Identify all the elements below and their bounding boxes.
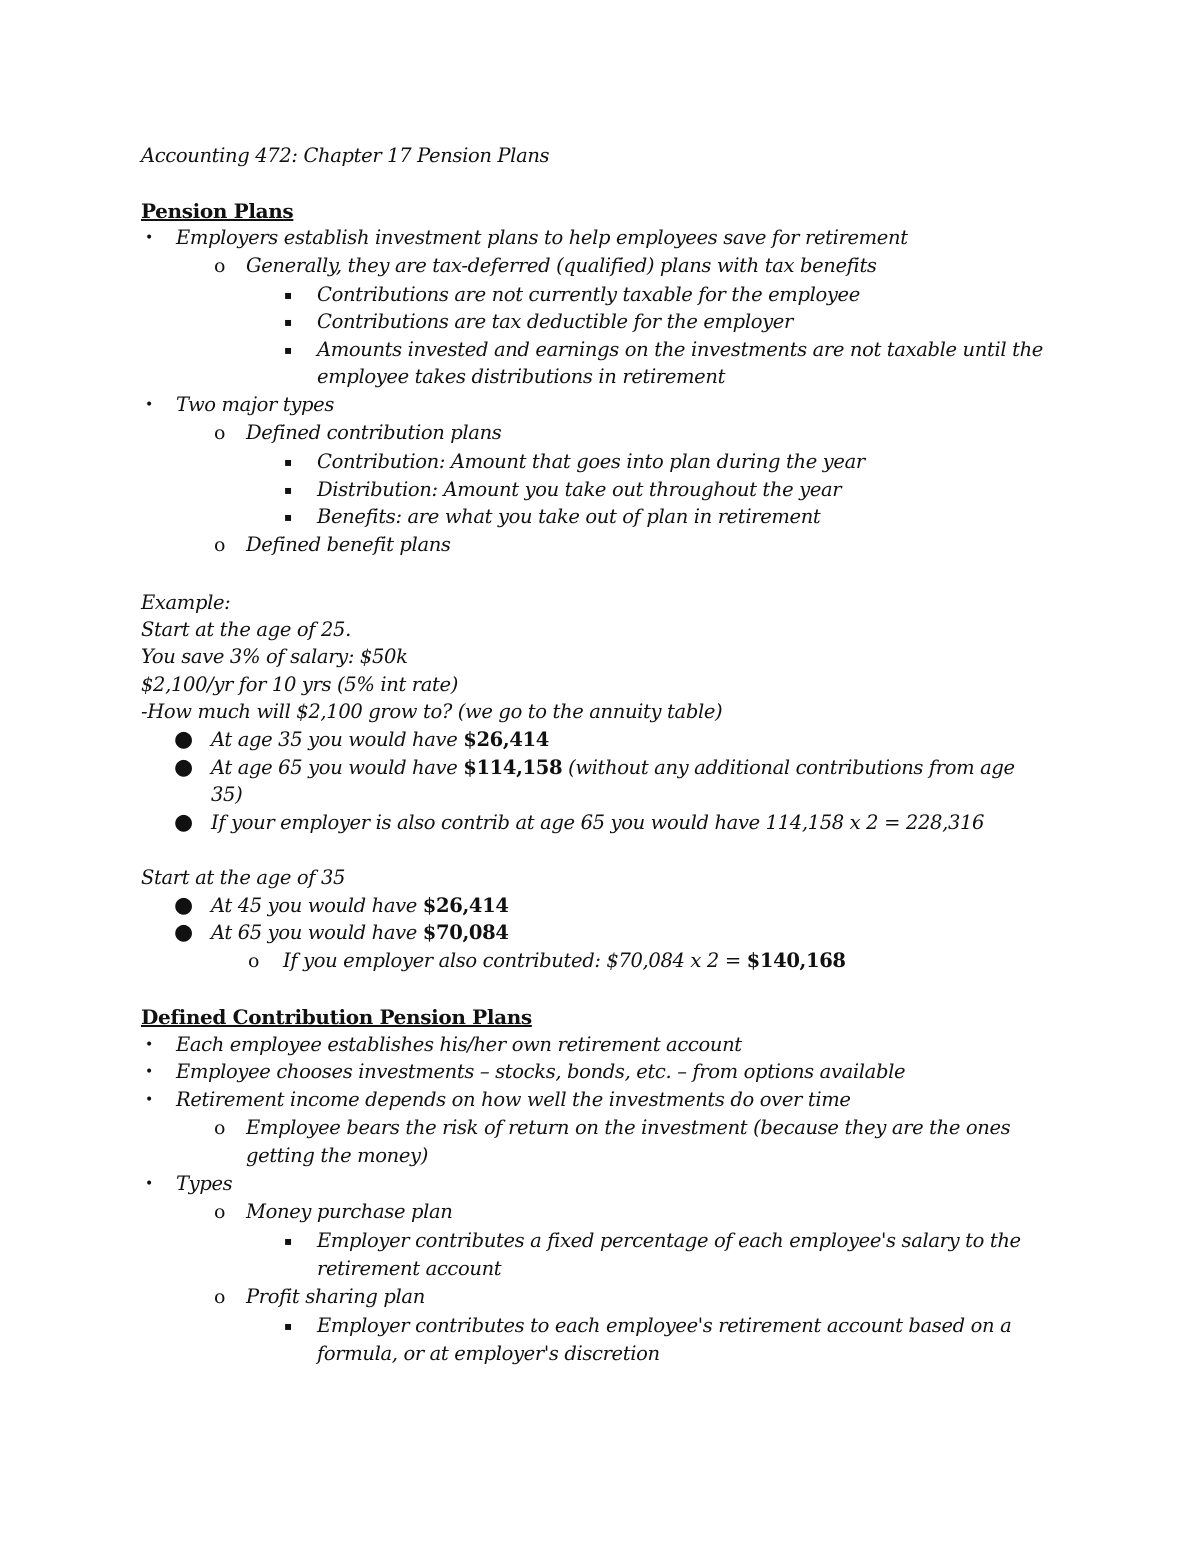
bullet-marker: o bbox=[248, 950, 260, 972]
bullet-marker: ▪ bbox=[284, 1234, 292, 1248]
example-line: Start at the age of 35 bbox=[141, 866, 346, 889]
example-line: Start at the age of 25. bbox=[141, 618, 351, 641]
example-line: You save 3% of salary: $50k bbox=[141, 645, 408, 668]
bullet-marker: • bbox=[145, 1037, 153, 1053]
bullet-marker: ● bbox=[174, 810, 193, 835]
amount: $114,158 bbox=[463, 756, 563, 779]
bullet-marker: ▪ bbox=[284, 455, 292, 469]
bullet-marker: o bbox=[214, 1201, 226, 1223]
document-title: Accounting 472: Chapter 17 Pension Plans bbox=[141, 144, 550, 167]
bullet-marker: ▪ bbox=[284, 1319, 292, 1333]
bullet-marker: • bbox=[145, 397, 153, 413]
bullet-marker: ▪ bbox=[284, 288, 292, 302]
bullet-marker: • bbox=[145, 1064, 153, 1080]
bullet-marker: • bbox=[145, 1176, 153, 1192]
bullet-marker: ▪ bbox=[284, 315, 292, 329]
amount: $26,414 bbox=[422, 894, 509, 917]
example-label: Example: bbox=[141, 591, 231, 614]
amount: $70,084 bbox=[422, 921, 509, 944]
bullet-marker: o bbox=[214, 1286, 226, 1308]
section-heading-pension-plans: Pension Plans bbox=[141, 199, 294, 223]
bullet-marker: o bbox=[214, 1117, 226, 1139]
document-page: Accounting 472: Chapter 17 Pension Plans Pension Plans • Employers establish investment plans to help employees save for retirement o Generally, they are tax-deferred (qualified) plans with tax benefits ▪ Contributions are not currently taxable for the employee ▪ Contributions are tax deductible for the employer ▪ Amounts invested and earnings on the investments are not taxable until the employee takes distributions in retirement • Two major types o Defined contribution plans ▪ Contribution: Amount that goes into plan during the year ▪ Distribution: Amount you take out throughout the year ▪ Benefits: are what you take out of plan in retirement o Defined benefit plans Example: Start at the age of 25. You save 3% of salary: $50k $2,100/yr for 10 yrs (5% int rate) -How much will $2,100 grow to? (we go to the annuity table) ● At age 35 you would have $26,414 ● At age 65 you would have $114,158 (without any additional contributions from age 35) ● If your employer is also contrib at age 65 you would have 114,158 x 2 = 228,316 Start at the age of 35 ● At 45 you would have $26,414 ● At 65 you would have $70,084 o If you employer also contributed: $70,084 x 2 = $140,168 Defined Contribution Pension Plans • Each employee establishes his/her own retirement account • Employee chooses investments – stocks, bonds, etc. – from options available • Retirement income depends on how well the investments do over time o Employee bears the risk of return on the investment (because they are the ones getting the money) • Types o Money purchase plan ▪ Employer contributes a fixed percentage of each employee's salary to the retirement account o Profit sharing plan ▪ Employer contributes to each employee's retirement account based on a formula, or at employer's discretion bbox=[141, 144, 1043, 1365]
bullet-marker: ▪ bbox=[284, 483, 292, 497]
bullet-marker: ● bbox=[174, 920, 193, 945]
bullet-marker: o bbox=[214, 534, 226, 556]
example-line: -How much will $2,100 grow to? (we go to the annuity table) bbox=[141, 700, 723, 723]
amount: $140,168 bbox=[746, 949, 846, 972]
bullet-marker: • bbox=[145, 230, 153, 246]
example-line: $2,100/yr for 10 yrs (5% int rate) bbox=[141, 673, 458, 696]
bullet-marker: o bbox=[214, 255, 226, 277]
bullet-marker: ▪ bbox=[284, 343, 292, 357]
bullet-marker: ▪ bbox=[284, 510, 292, 524]
bullet-marker: ● bbox=[174, 893, 193, 918]
bullet-marker: o bbox=[214, 422, 226, 444]
bullet-marker: ● bbox=[174, 755, 193, 780]
section-heading-defined-contribution: Defined Contribution Pension Plans bbox=[141, 1005, 532, 1029]
amount: $26,414 bbox=[463, 728, 549, 751]
bullet-marker: ● bbox=[174, 727, 193, 752]
bullet-marker: • bbox=[145, 1092, 153, 1108]
